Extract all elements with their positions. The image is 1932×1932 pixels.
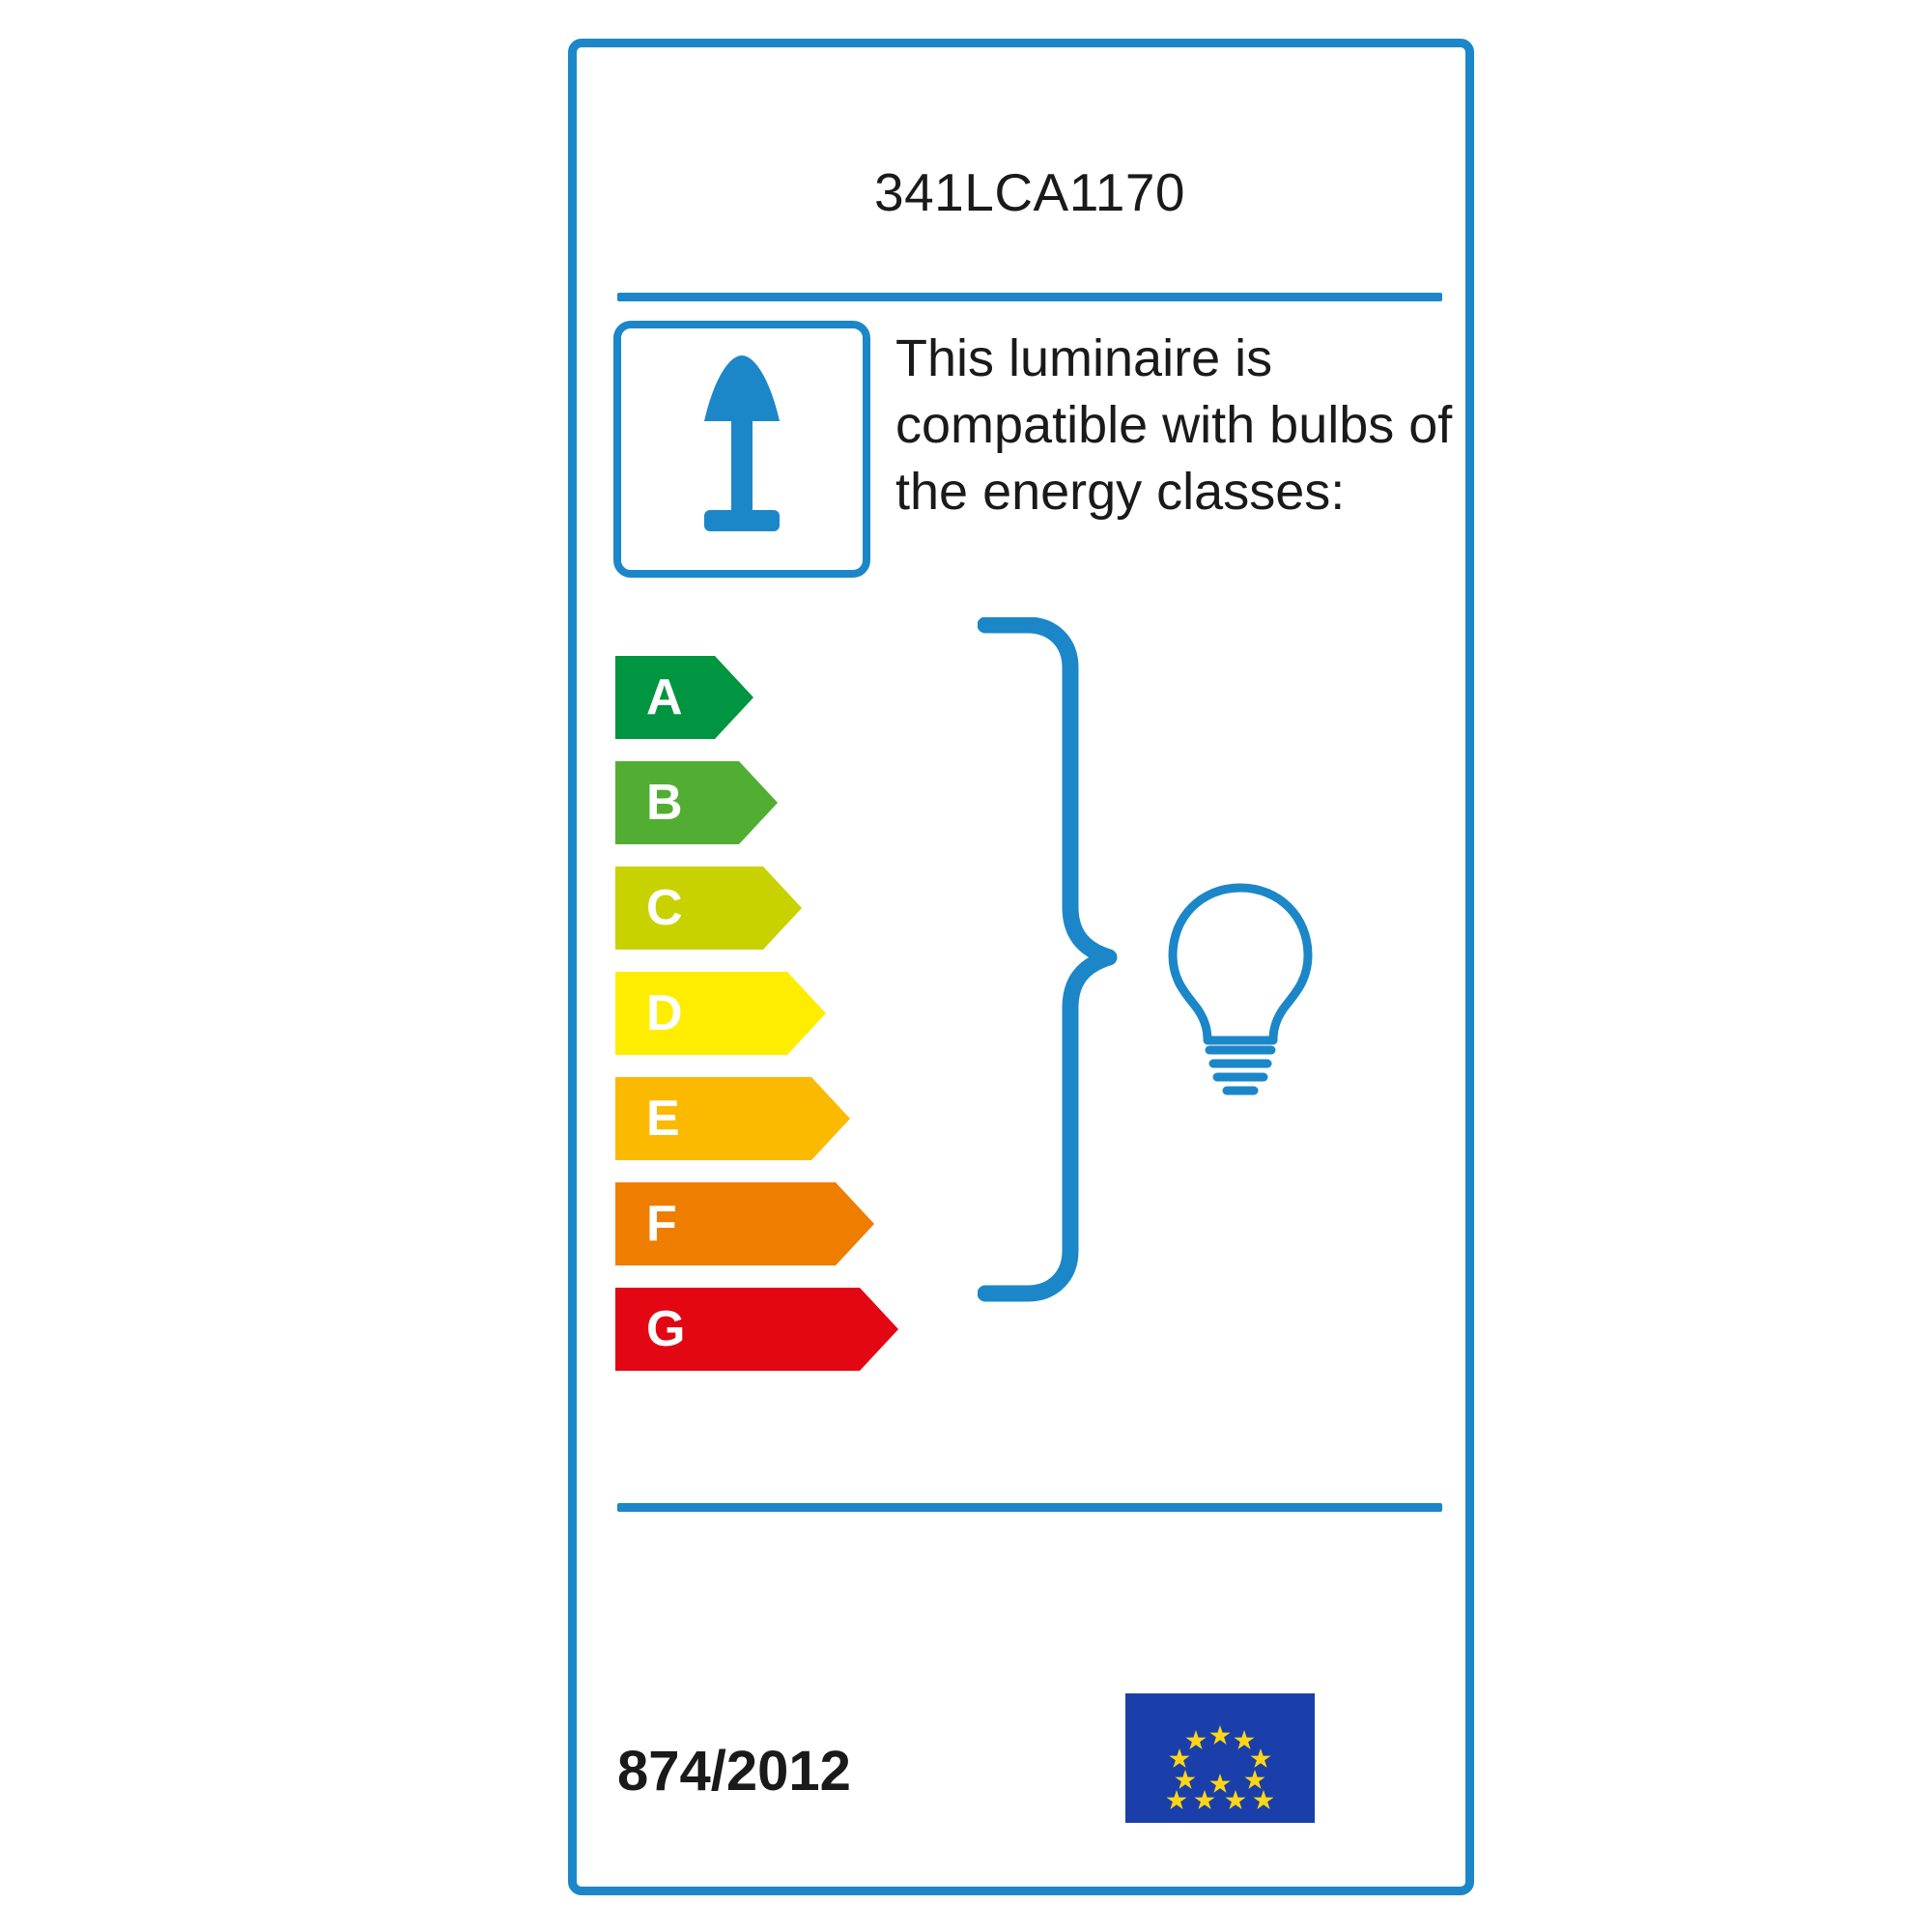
energy-class-arrow-b bbox=[615, 761, 1002, 844]
energy-class-row-a bbox=[615, 656, 1002, 739]
curly-brace-icon bbox=[985, 625, 1109, 1293]
divider-top bbox=[617, 293, 1442, 301]
energy-class-row-g bbox=[615, 1288, 1002, 1371]
energy-class-letter: G bbox=[646, 1301, 686, 1357]
lamp-icon-box bbox=[613, 321, 870, 578]
brace-and-bulb bbox=[978, 617, 1441, 1313]
energy-class-row-c bbox=[615, 867, 1002, 950]
energy-class-arrow-f bbox=[615, 1182, 1002, 1265]
energy-class-row-b bbox=[615, 761, 1002, 844]
divider-bottom bbox=[617, 1503, 1442, 1512]
regulation-number: 874/2012 bbox=[617, 1740, 851, 1803]
energy-class-arrow-g bbox=[615, 1288, 1002, 1371]
energy-class-letter: F bbox=[646, 1196, 677, 1252]
energy-class-row-d bbox=[615, 972, 1002, 1055]
energy-class-arrow-e bbox=[615, 1077, 1002, 1160]
energy-class-list bbox=[615, 656, 1002, 1393]
light-bulb-icon bbox=[1173, 888, 1308, 1091]
energy-class-letter: E bbox=[646, 1091, 680, 1147]
energy-label-card bbox=[568, 39, 1474, 1895]
energy-class-arrow-d bbox=[615, 972, 1002, 1055]
energy-class-letter: B bbox=[646, 775, 683, 831]
energy-class-row-e bbox=[615, 1077, 1002, 1160]
energy-class-arrow-a bbox=[615, 656, 1002, 739]
energy-class-letter: D bbox=[646, 985, 683, 1041]
table-lamp-icon bbox=[621, 328, 863, 570]
model-number: 341LCA1170 bbox=[873, 162, 1186, 222]
eu-flag-icon bbox=[1125, 1693, 1315, 1823]
energy-class-letter: C bbox=[646, 880, 683, 936]
energy-class-row-f bbox=[615, 1182, 1002, 1265]
compatibility-text: This luminaire is compatible with bulbs of the energy classes: bbox=[895, 329, 1453, 522]
energy-class-arrow-c bbox=[615, 867, 1002, 950]
energy-class-letter: A bbox=[646, 669, 683, 725]
